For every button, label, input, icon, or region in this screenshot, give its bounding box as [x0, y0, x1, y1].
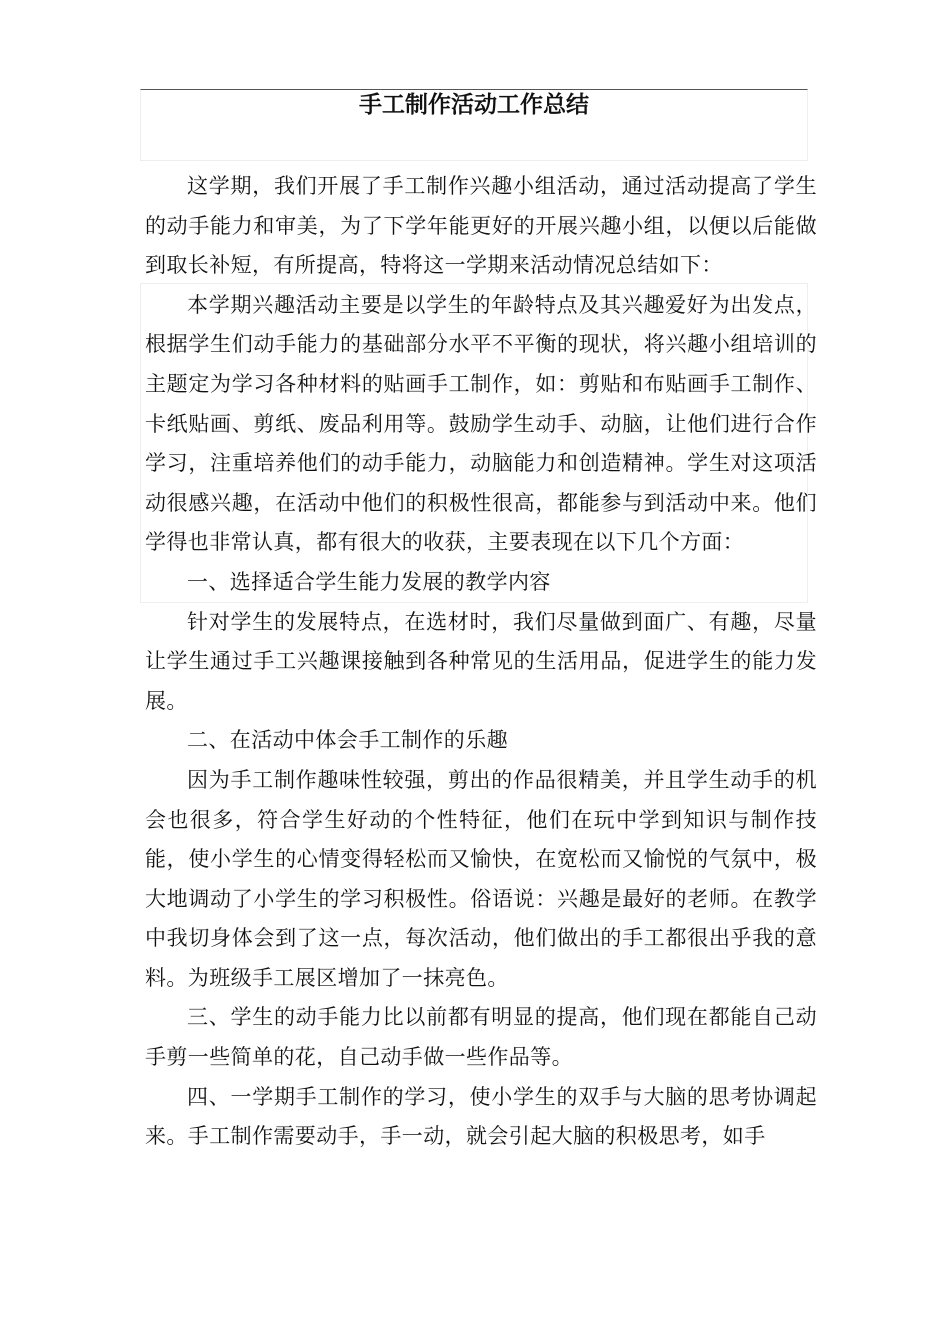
paragraph-section-2: 因为手工制作趣味性较强，剪出的作品很精美，并且学生动手的机会也很多，符合学生好动的个性特征，他们在玩中学到知识与制作技能，使小学生的心情变得轻松而又愉快，在宽松而又愉悦的气氛中，极大地调动了小学生的学习积极性。俗语说：兴趣是最好的老师。在教学中我切身体会到了这一点，每次活动，他们做出的手工都很出乎我的意料。为班级手工展区增加了一抹亮色。: [145, 767, 817, 990]
paragraph-overview: 本学期兴趣活动主要是以学生的年龄特点及其兴趣爱好为出发点，根据学生们动手能力的基础部分水平不平衡的现状，将兴趣小组培训的主题定为学习各种材料的贴画手工制作，如：剪贴和布贴画手工制作、卡纸贴画、剪纸、废品利用等。鼓励学生动手、动脑，让他们进行合作学习，注重培养他们的动手能力，动脑能力和创造精神。学生对这项活动很感兴趣，在活动中他们的积极性很高，都能参与到活动中来。他们学得也非常认真，都有很大的收获，主要表现在以下几个方面：: [145, 292, 817, 555]
document-body: [145, 167, 817, 1157]
section-heading-2: 二、在活动中体会手工制作的乐趣: [187, 728, 508, 753]
paragraph-section-3: 三、学生的动手能力比以前都有明显的提高，他们现在都能自己动手剪一些简单的花，自己动手做一些作品等。: [145, 1005, 817, 1070]
section-heading-1: 一、选择适合学生能力发展的教学内容: [187, 569, 551, 594]
paragraph-section-1: 针对学生的发展特点，在选材时，我们尽量做到面广、有趣，尽量让学生通过手工兴趣课接触到各种常见的生活用品，促进学生的能力发展。: [145, 609, 817, 713]
title-frame: [140, 89, 808, 161]
paragraph-section-4: 四、一学期手工制作的学习，使小学生的双手与大脑的思考协调起来。手工制作需要动手，手一动，就会引起大脑的积极思考，如手: [145, 1084, 817, 1149]
paragraph-intro: 这学期，我们开展了手工制作兴趣小组活动，通过活动提高了学生的动手能力和审美，为了下学年能更好的开展兴趣小组，以便以后能做到取长补短，有所提高，特将这一学期来活动情况总结如下：: [145, 174, 817, 278]
document-title: 手工制作活动工作总结: [359, 92, 589, 118]
